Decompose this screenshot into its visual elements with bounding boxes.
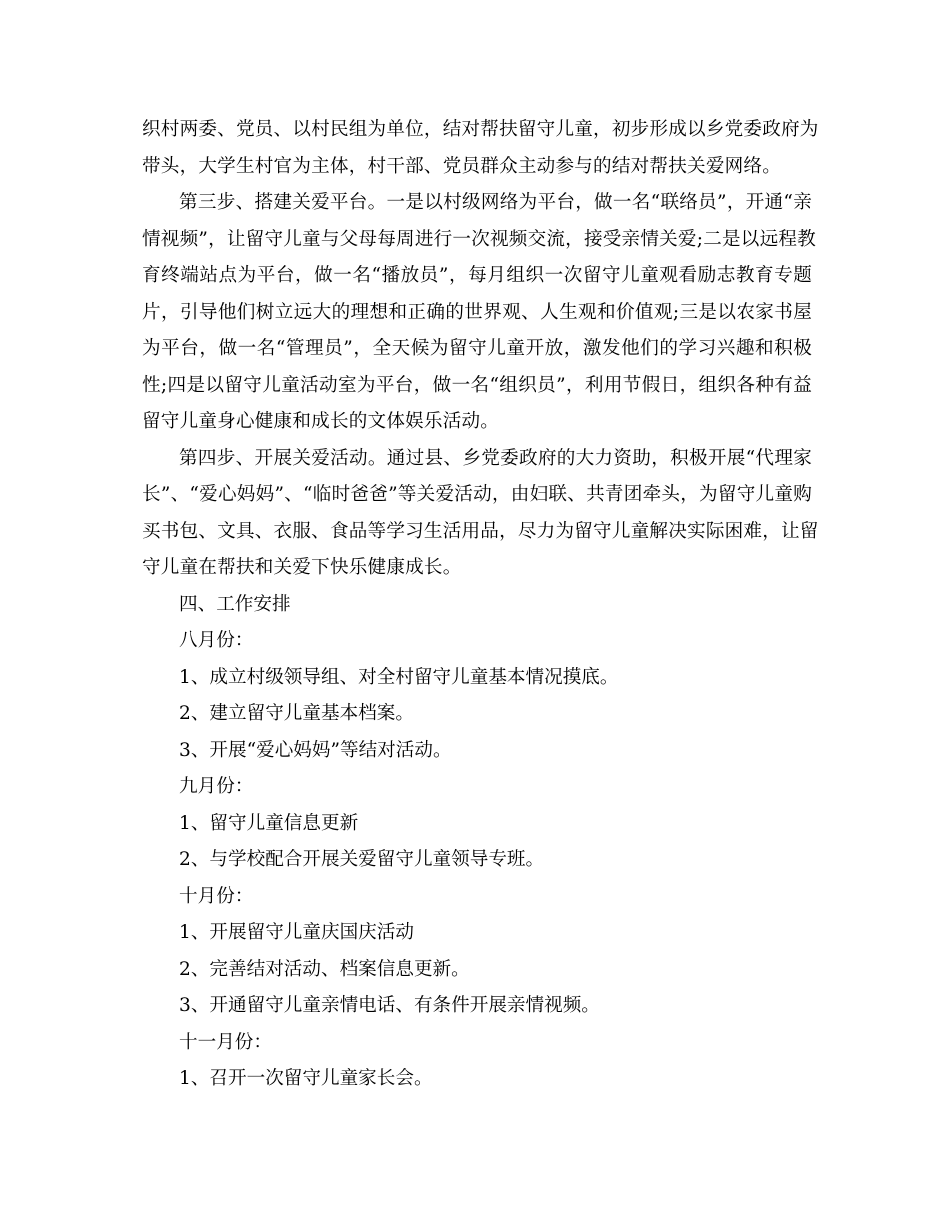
schedule-item: 1、留守儿童信息更新 — [179, 812, 359, 834]
text-line: 买书包、文具、衣服、食品等学习生活用品，尽力为留守儿童解决实际困难，让留 — [142, 520, 819, 542]
schedule-item: 1、召开一次留守儿童家长会。 — [179, 1068, 433, 1089]
schedule-item: 3、开展“爱心妈妈”等结对活动。 — [179, 739, 452, 761]
text-line: 带头，大学生村官为主体，村干部、党员群众主动参与的结对帮扶关爱网络。 — [142, 155, 781, 177]
text-line: 第三步、搭建关爱平台。一是以村级网络为平台，做一名“联络员”，开通“亲 — [179, 192, 812, 213]
schedule-item: 1、成立村级领导组、对全村留守儿童基本情况摸底。 — [179, 666, 619, 688]
section-heading: 四、工作安排 — [179, 593, 291, 615]
month-heading: 十一月份： — [179, 1031, 272, 1053]
text-line: 情视频”，让留守儿童与父母每周进行一次视频交流，接受亲情关爱;二是以远程教 — [142, 228, 816, 250]
month-heading: 十月份： — [179, 885, 254, 907]
paragraph-step-three — [142, 185, 816, 441]
schedule-item: 1、开展留守儿童庆国庆活动 — [179, 922, 414, 943]
text-line: 育终端站点为平台，做一名“播放员”，每月组织一次留守儿童观看励志教育专题 — [142, 265, 812, 286]
text-line: 片，引导他们树立远大的理想和正确的世界观、人生观和价值观;三是以农家书屋 — [142, 301, 812, 323]
schedule-item: 2、建立留守儿童基本档案。 — [179, 703, 414, 724]
text-line: 长”、“爱心妈妈”、“临时爸爸”等关爱活动，由妇联、共青团牵头，为留守儿童购 — [142, 484, 812, 505]
text-line: 留守儿童身心健康和成长的文体娱乐活动。 — [142, 411, 500, 432]
schedule-august — [142, 623, 812, 769]
text-line: 第四步、开展关爱活动。通过县、乡党委政府的大力资助，积极开展“代理家 — [179, 447, 812, 469]
text-line: 为平台，做一名“管理员”，全天候为留守儿童开放，激发他们的学习兴趣和积极 — [142, 338, 812, 359]
month-heading: 八月份： — [179, 630, 254, 651]
text-line: 性;四是以留守儿童活动室为平台，做一名“组织员”，利用节假日，组织各种有益 — [142, 374, 812, 396]
schedule-november — [142, 1025, 812, 1098]
text-line: 织村两委、党员、以村民组为单位，结对帮扶留守儿童，初步形成以乡党委政府为 — [142, 119, 819, 140]
document-page — [142, 112, 819, 1098]
schedule-september — [142, 769, 812, 879]
text-line: 守儿童在帮扶和关爱下快乐健康成长。 — [142, 557, 462, 578]
schedule-october — [142, 879, 812, 1025]
schedule-item: 3、开通留守儿童亲情电话、有条件开展亲情视频。 — [179, 995, 600, 1016]
paragraph-network — [142, 112, 819, 185]
schedule-item: 2、完善结对活动、档案信息更新。 — [179, 958, 470, 980]
schedule-item: 2、与学校配合开展关爱留守儿童领导专班。 — [179, 849, 545, 870]
month-heading: 九月份： — [179, 776, 254, 797]
paragraph-step-four — [142, 441, 819, 587]
